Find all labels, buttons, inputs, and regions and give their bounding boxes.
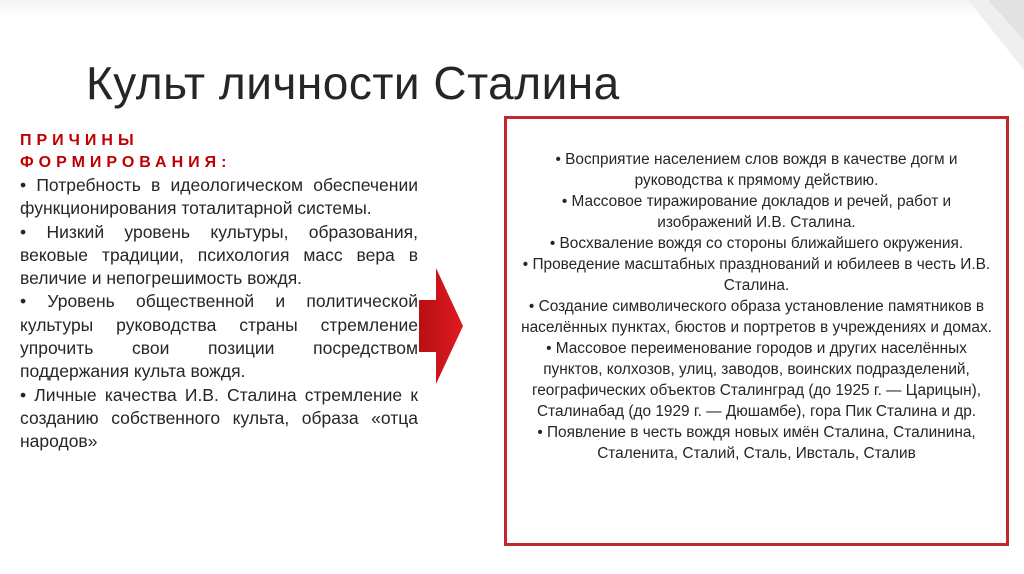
manifestation-item: • Проведение масштабных празднований и юбилеев в честь И.В. Сталина. (522, 256, 991, 294)
manifestations-box (504, 116, 1009, 546)
manifestation-item: • Массовое тиражирование докладов и речей, работ и изображений И.В. Сталина. (561, 193, 952, 231)
manifestation-item: • Восприятие населением слов вождя в качестве догм и руководства к прямому действию. (555, 151, 958, 189)
red-arrow-icon (419, 268, 463, 384)
manifestation-item: • Массовое переименование городов и других населённых пунктов, колхозов, улиц, заводов, воинских подразделений, географических объектов Сталинград (до 1925 г. — Царицын), Сталинабад (до 1929 г. — Дюшамбе), гора Пик Сталина и др. (531, 340, 982, 420)
cause-item: • Потребность в идеологическом обеспечении функционирования тоталитарной системы. (20, 175, 418, 219)
causes-heading-line-2: ФОРМИРОВАНИЯ: (20, 154, 232, 171)
manifestation-item: • Появление в честь вождя новых имён Сталина, Сталинина, Сталенита, Сталий, Сталь, Ивсталь, Сталив (537, 424, 976, 462)
manifestation-item: • Восхваление вождя со стороны ближайшего окружения. (549, 235, 964, 252)
cause-item: • Низкий уровень культуры, образования, вековые традиции, психология масс вера в величие и непогрешимость вождя. (20, 221, 418, 289)
slide-title: Культ личности Сталина (86, 57, 620, 109)
causes-heading-line-1: ПРИЧИНЫ (20, 132, 139, 149)
cause-item: • Личные качества И.В. Сталина стремление к созданию собственного культа, образа «отца народов» (20, 384, 418, 452)
causes-heading (20, 130, 418, 174)
top-frame-band (0, 0, 1024, 18)
manifestation-item: • Создание символического образа установление памятников в населённых пунктах, бюстов и портретов в учреждениях и домах. (521, 298, 992, 336)
manifestations-list (517, 149, 996, 464)
cause-item: • Уровень общественной и политической культуры руководства страны стремление упрочить свои позиции посредством поддержания культа вождя. (20, 291, 418, 382)
causes-panel (20, 130, 418, 454)
